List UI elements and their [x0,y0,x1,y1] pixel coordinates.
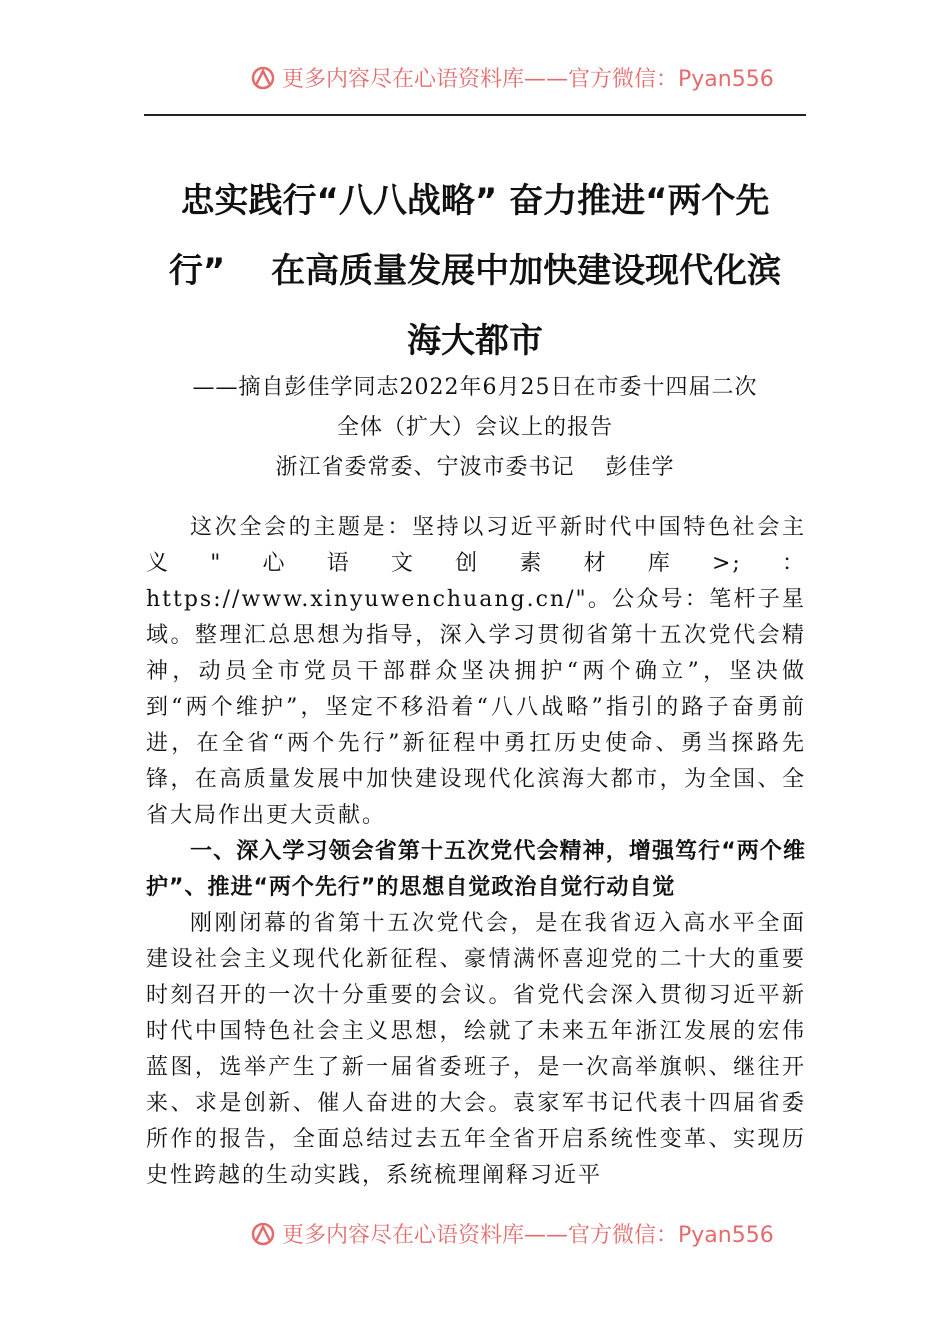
subtitle-report: 全体（扩大）会议上的报告 [336,415,613,440]
section-heading-1: 一、深入学习领会省第十五次党代会精神，增强笃行“两个维护”、推进“两个先行”的思想自觉政治自觉行动自觉 [146,839,806,900]
document-title [144,166,806,376]
subtitle-source: ——摘自彭佳学同志2022年6月25日在市委十四届二次 [192,375,758,400]
watermark-logo-icon [250,65,276,91]
watermark-text: 更多内容尽在心语资料库——官方微信：Pyan556 [282,1223,774,1248]
document-subtitle [144,368,806,488]
title-line-1: 忠实践行“八八战略” 奋力推进“两个先 [180,181,770,221]
paragraph-intro: 这次全会的主题是：坚持以习近平新时代中国特色社会主义"心语文创素材库>;：https://www.xinyuwenchuang.cn/"。公众号：笔杆子星域。整理汇总思想为指导，深入学习贯彻省第十五次党代会精神，动员全市党员干部群众坚决拥护“两个确立”，坚决做到“两个维护”，坚定不移沿着“八八战略”指引的路子奋勇前进，在全省“两个先行”新征程中勇扛历史使命、勇当探路先锋，在高质量发展中加快建设现代化滨海大都市，为全国、全省大局作出更大贡献。 [146,515,806,828]
subtitle-author: 浙江省委常委、宁波市委书记 彭佳学 [275,455,675,480]
header-divider [144,114,806,116]
watermark-logo-icon [250,1221,276,1247]
header-watermark [0,50,950,94]
watermark-text: 更多内容尽在心语资料库——官方微信：Pyan556 [282,67,774,92]
paragraph-2: 刚刚闭幕的省第十五次党代会，是在我省迈入高水平全面建设社会主义现代化新征程、豪情满怀喜迎党的二十大的重要时刻召开的一次十分重要的会议。省党代会深入贯彻习近平新时代中国特色社会主义思想，绘就了未来五年浙江发展的宏伟蓝图，选举产生了新一届省委班子，是一次高举旗帜、继往开来、求是创新、催人奋进的大会。袁家军书记代表十四届省委所作的报告，全面总结过去五年全省开启系统性变革、实现历史性跨越的生动实践，系统梳理阐释习近平 [146,911,806,1188]
document-body [146,510,806,1194]
footer-watermark [0,1206,950,1250]
title-line-3: 海大都市 [407,321,543,361]
title-line-2: 行” 在高质量发展中加快建设现代化滨 [168,251,782,291]
